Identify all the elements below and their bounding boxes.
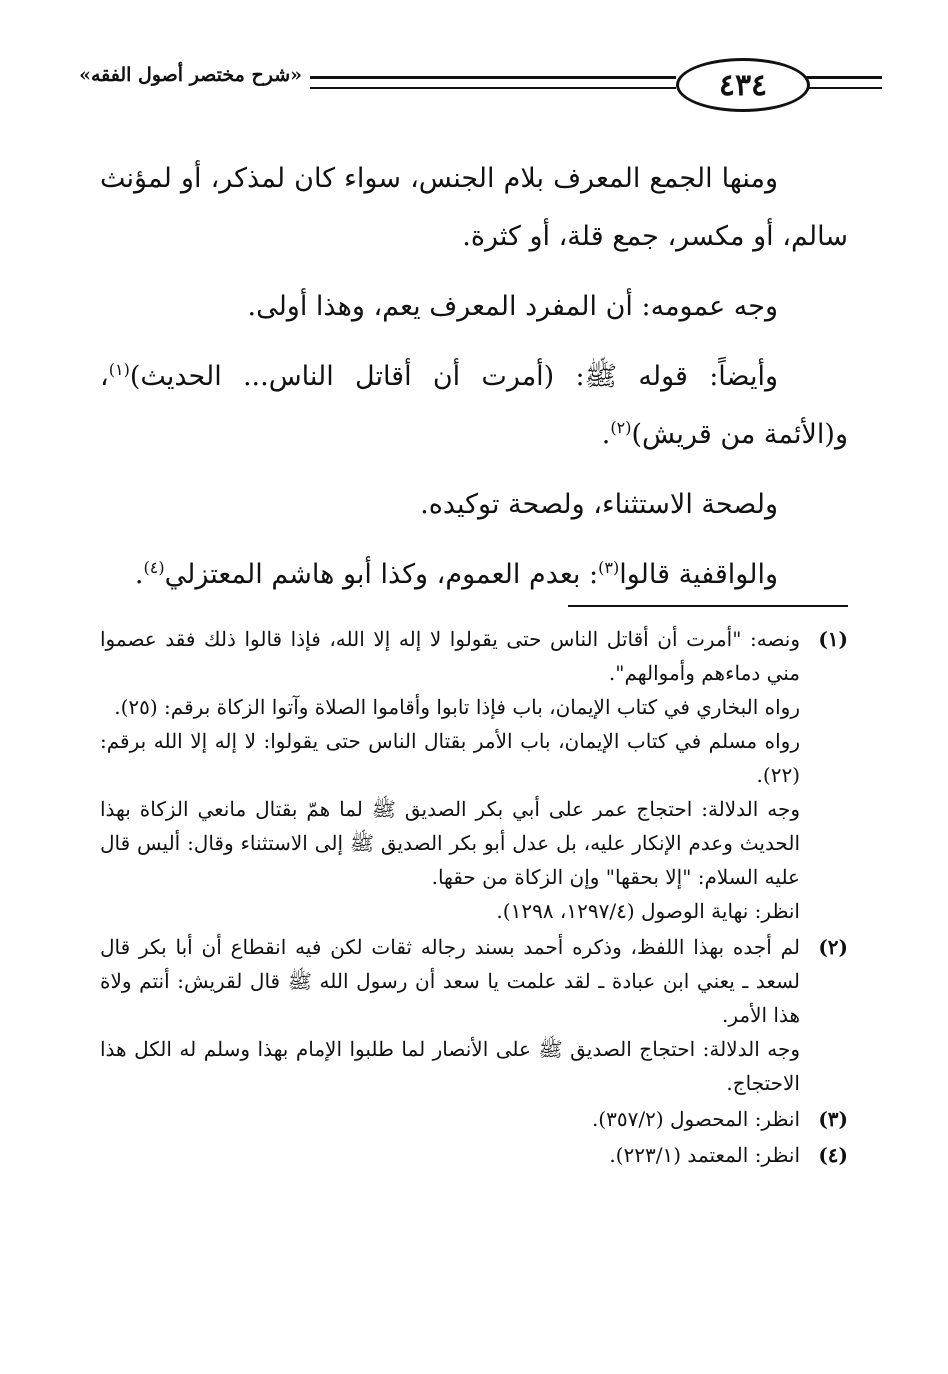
- footnote-number: (١): [818, 627, 848, 651]
- paragraph-3-text-b: ، و(الأئمة من قريش): [100, 361, 848, 450]
- page-header: [79, 58, 852, 114]
- footnote-number: (٤): [818, 1143, 848, 1167]
- footnote-divider: [568, 605, 848, 607]
- footnote-line: انظر: المعتمد (٢٢٣/١).: [609, 1143, 800, 1167]
- footnote-3: [100, 1102, 848, 1136]
- header-rule-right: [804, 76, 882, 89]
- footnotes: [100, 622, 848, 1174]
- footnote-ref-3[interactable]: (٣): [598, 558, 620, 577]
- footnote-line: وجه الدلالة: احتجاج الصديق ﷺ على الأنصار لما طلبوا الإمام بهذا وسلم له الكل هذا الاحتجاج.: [100, 1037, 800, 1095]
- paragraph-4: ولصحة الاستثناء، ولصحة توكيده.: [420, 489, 778, 520]
- footnote-1: [100, 622, 848, 928]
- footnote-ref-2[interactable]: (٢): [610, 418, 632, 437]
- footnote-line: رواه البخاري في كتاب الإيمان، باب فإذا تابوا وأقاموا الصلاة وآتوا الزكاة برقم: (٢٥).: [114, 695, 800, 719]
- footnote-body: [100, 622, 800, 928]
- footnote-body: [100, 1138, 800, 1172]
- footnote-body: [100, 930, 800, 1100]
- footnote-line: ونصه: "أمرت أن أقاتل الناس حتى يقولوا لا إله إلا الله، فإذا قالوا ذلك فقد عصموا مني دماءهم وأموالهم".: [100, 627, 800, 685]
- footnote-line: رواه مسلم في كتاب الإيمان، باب الأمر بقتال الناس حتى يقولوا: لا إله إلا الله برقم: (٢٢).: [100, 729, 800, 787]
- paragraph-2: وجه عمومه: أن المفرد المعرف يعم، وهذا أولى.: [247, 291, 778, 322]
- paragraph-3: [100, 348, 848, 464]
- header-rule-left: [310, 76, 676, 89]
- footnote-number: (٣): [818, 1107, 848, 1131]
- page-number: ٤٣٤: [676, 58, 810, 112]
- footnote-line: انظر: المحصول (٣٥٧/٢).: [591, 1107, 800, 1131]
- paragraph-5: [100, 546, 848, 604]
- paragraph-5-text-b: : بعدم العموم، وكذا أبو هاشم المعتزلي: [164, 559, 599, 590]
- footnote-number: (٢): [818, 935, 848, 959]
- paragraph-5-text-a: والواقفية قالوا: [619, 559, 778, 590]
- footnote-line: وجه الدلالة: احتجاج عمر على أبي بكر الصديق ﷺ لما همّ بقتال مانعي الزكاة بهذا الحديث وعدم الإنكار عليه، بل عدل أبو بكر الصديق ﷺ إلى الاستثناء وقال: أليس قال عليه السلام: "إلا بحقها" وإن الزكاة من حقها.: [100, 797, 800, 889]
- footnote-ref-1[interactable]: (١): [108, 360, 130, 379]
- footnote-line: لم أجده بهذا اللفظ، وذكره أحمد بسند رجاله ثقات لكن فيه انقطاع أن أبا بكر قال لسعد ـ يعني ابن عبادة ـ لقد علمت يا سعد أن رسول الله ﷺ قال لقريش: أنتم ولاة هذا الأمر.: [100, 935, 800, 1027]
- footnote-4: [100, 1138, 848, 1172]
- paragraph-3-text-a: وأيضاً: قوله ﷺ: (أمرت أن أقاتل الناس... الحديث): [129, 361, 778, 392]
- footnote-2: [100, 930, 848, 1100]
- footnote-body: [100, 1102, 800, 1136]
- footnote-ref-4[interactable]: (٤): [143, 558, 165, 577]
- main-text: [100, 150, 848, 616]
- paragraph-1: ومنها الجمع المعرف بلام الجنس، سواء كان لمذكر، أو لمؤنث سالم، أو مكسر، جمع قلة، أو كثرة.: [100, 163, 848, 252]
- footnote-line: انظر: نهاية الوصول (١٢٩٧/٤، ١٢٩٨).: [496, 899, 800, 923]
- paragraph-5-text-c: .: [134, 559, 144, 590]
- paragraph-3-text-c: .: [601, 419, 611, 450]
- running-title: «شرح مختصر أصول الفقه»: [79, 64, 302, 86]
